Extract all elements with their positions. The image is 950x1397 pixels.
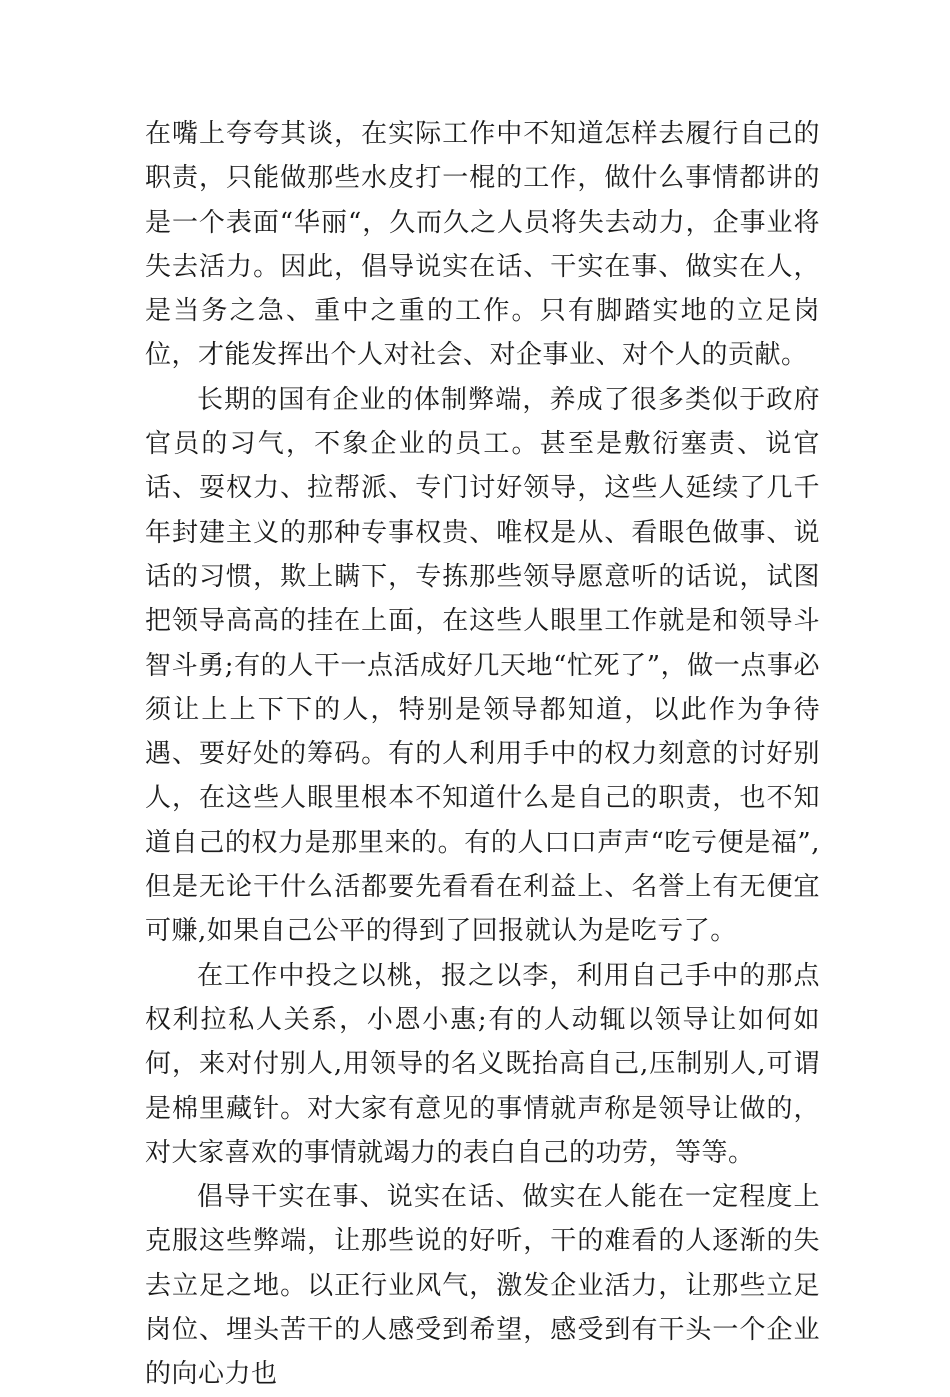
paragraph-1: 在嘴上夸夸其谈，在实际工作中不知道怎样去履行自己的职责，只能做那些水皮打一棍的工作，做什么事情都讲的是一个表面“华丽“，久而久之人员将失去动力，企事业将失去活力。因此，倡导说实在话、干实在事、做实在人，是当务之急、重中之重的工作。只有脚踏实地的立足岗位，才能发挥出个人对社会、对企事业、对个人的贡献。 [145, 119, 820, 371]
paragraph-3: 在工作中投之以桃，报之以李，利用自己手中的那点权利拉私人关系，小恩小惠;有的人动辄以领导让如何如何，来对付别人,用领导的名义既抬高自己,压制别人,可谓是棉里藏针。对大家有意见的事情就声称是领导让做的，对大家喜欢的事情就竭力的表白自己的功劳，等等。 [145, 960, 820, 1168]
paragraph-2: 长期的国有企业的体制弊端，养成了很多类似于政府官员的习气，不象企业的员工。甚至是敷衍塞责、说官话、耍权力、拉帮派、专门讨好领导，这些人延续了几千年封建主义的那种专事权贵、唯权是从、看眼色做事、说话的习惯，欺上瞒下，专拣那些领导愿意听的话说，试图把领导高高的挂在上面，在这些人眼里工作就是和领导斗智斗勇;有的人干一点活成好几天地“忙死了”，做一点事必须让上上下下的人，特别是领导都知道，以此作为争待遇、要好处的筹码。有的人利用手中的权力刻意的讨好别人，在这些人眼里根本不知道什么是自己的职责，也不知道自己的权力是那里来的。有的人口口声声“吃亏便是福”,但是无论干什么活都要先看看在利益上、名誉上有无便宜可赚,如果自己公平的得到了回报就认为是吃亏了。 [145, 384, 820, 947]
paragraph-4: 倡导干实在事、说实在话、做实在人能在一定程度上克服这些弊端，让那些说的好听，干的难看的人逐渐的失去立足之地。以正行业风气，激发企业活力，让那些立足岗位、埋头苦干的人感受到希望，感受到有干头一个企业的向心力也 [145, 1182, 820, 1390]
document-body [145, 112, 820, 1397]
